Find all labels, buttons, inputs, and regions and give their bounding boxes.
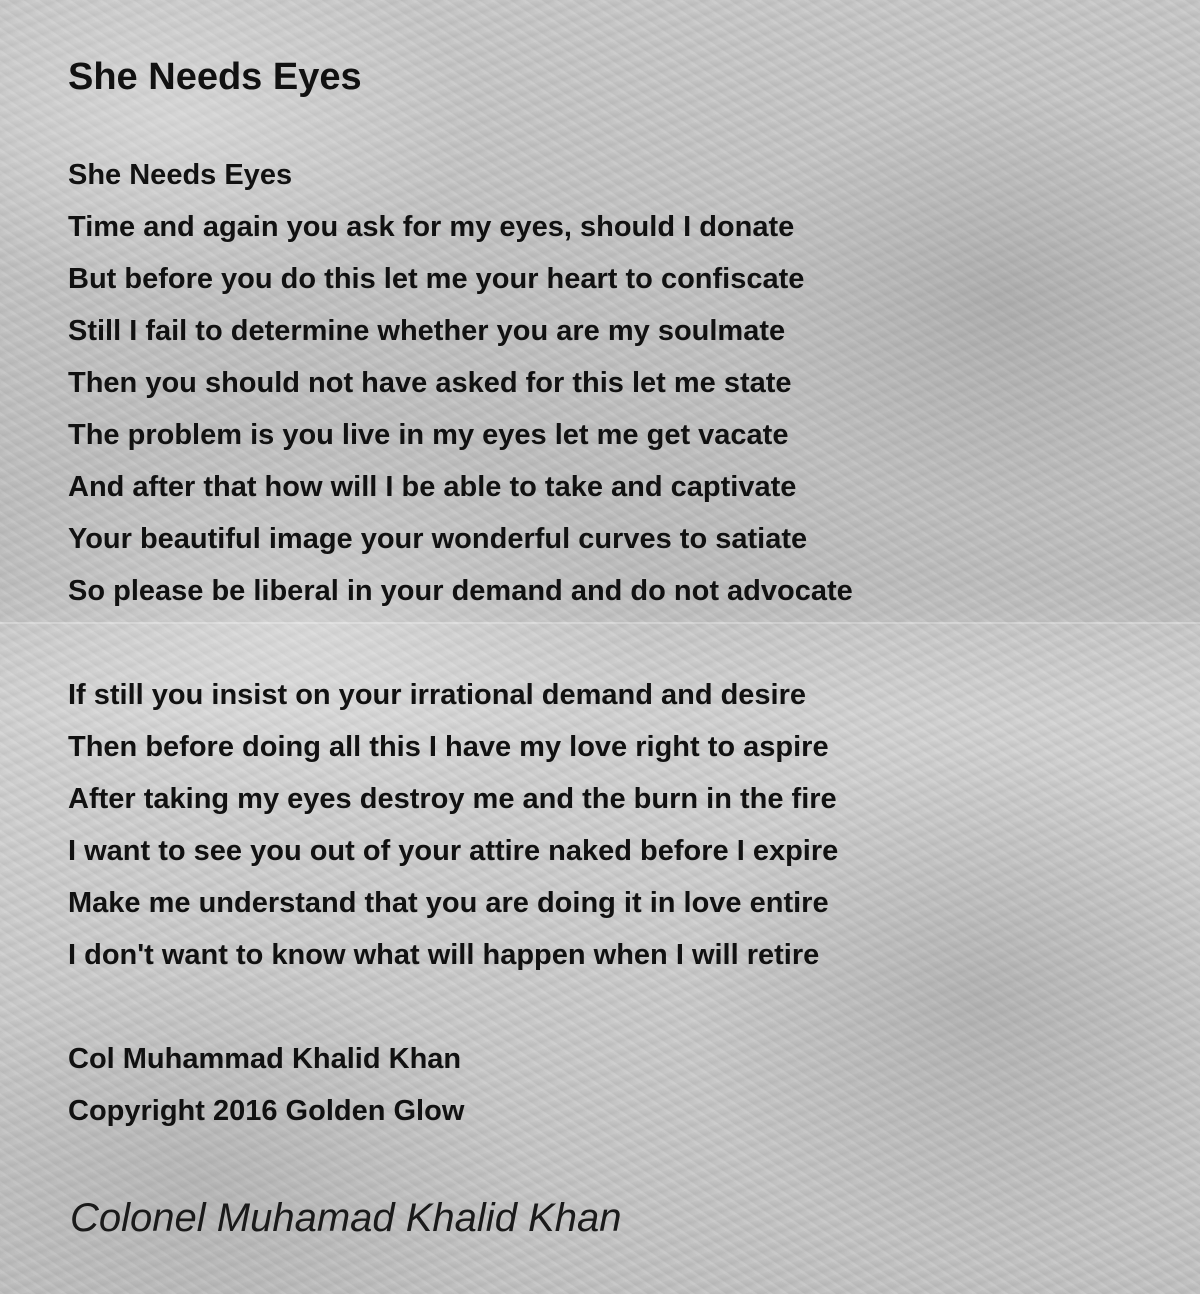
poem-line: The problem is you live in my eyes let me get vacate <box>68 419 789 451</box>
poem-line: So please be liberal in your demand and do not advocate <box>68 575 853 607</box>
poem-line: She Needs Eyes <box>68 159 293 191</box>
poem-line: I want to see you out of your attire naked before I expire <box>68 835 839 867</box>
poem-line: After taking my eyes destroy me and the burn in the fire <box>68 783 837 815</box>
copyright-line: Copyright 2016 Golden Glow <box>68 1095 465 1127</box>
poem-line: Time and again you ask for my eyes, should I donate <box>68 211 795 243</box>
poem-line: If still you insist on your irrational demand and desire <box>68 679 807 711</box>
stanza-1 <box>68 149 853 617</box>
poem-credits <box>68 1033 464 1137</box>
poem-line: Then before doing all this I have my love right to aspire <box>68 731 829 763</box>
stanza-2 <box>68 669 838 981</box>
poem-line: Still I fail to determine whether you are my soulmate <box>68 315 786 347</box>
poem-line: Then you should not have asked for this let me state <box>68 367 792 399</box>
author-line: Col Muhammad Khalid Khan <box>68 1043 462 1075</box>
poem-line: And after that how will I be able to take and captivate <box>68 471 797 503</box>
poem-line: I don't want to know what will happen when I will retire <box>68 939 820 971</box>
author-signature: Colonel Muhamad Khalid Khan <box>70 1196 622 1240</box>
poem-line: Make me understand that you are doing it in love entire <box>68 887 829 919</box>
poem-title: She Needs Eyes <box>68 56 362 98</box>
poem-line: Your beautiful image your wonderful curves to satiate <box>68 523 808 555</box>
poem-line: But before you do this let me your heart to confiscate <box>68 263 805 295</box>
background-divider <box>0 622 1200 624</box>
